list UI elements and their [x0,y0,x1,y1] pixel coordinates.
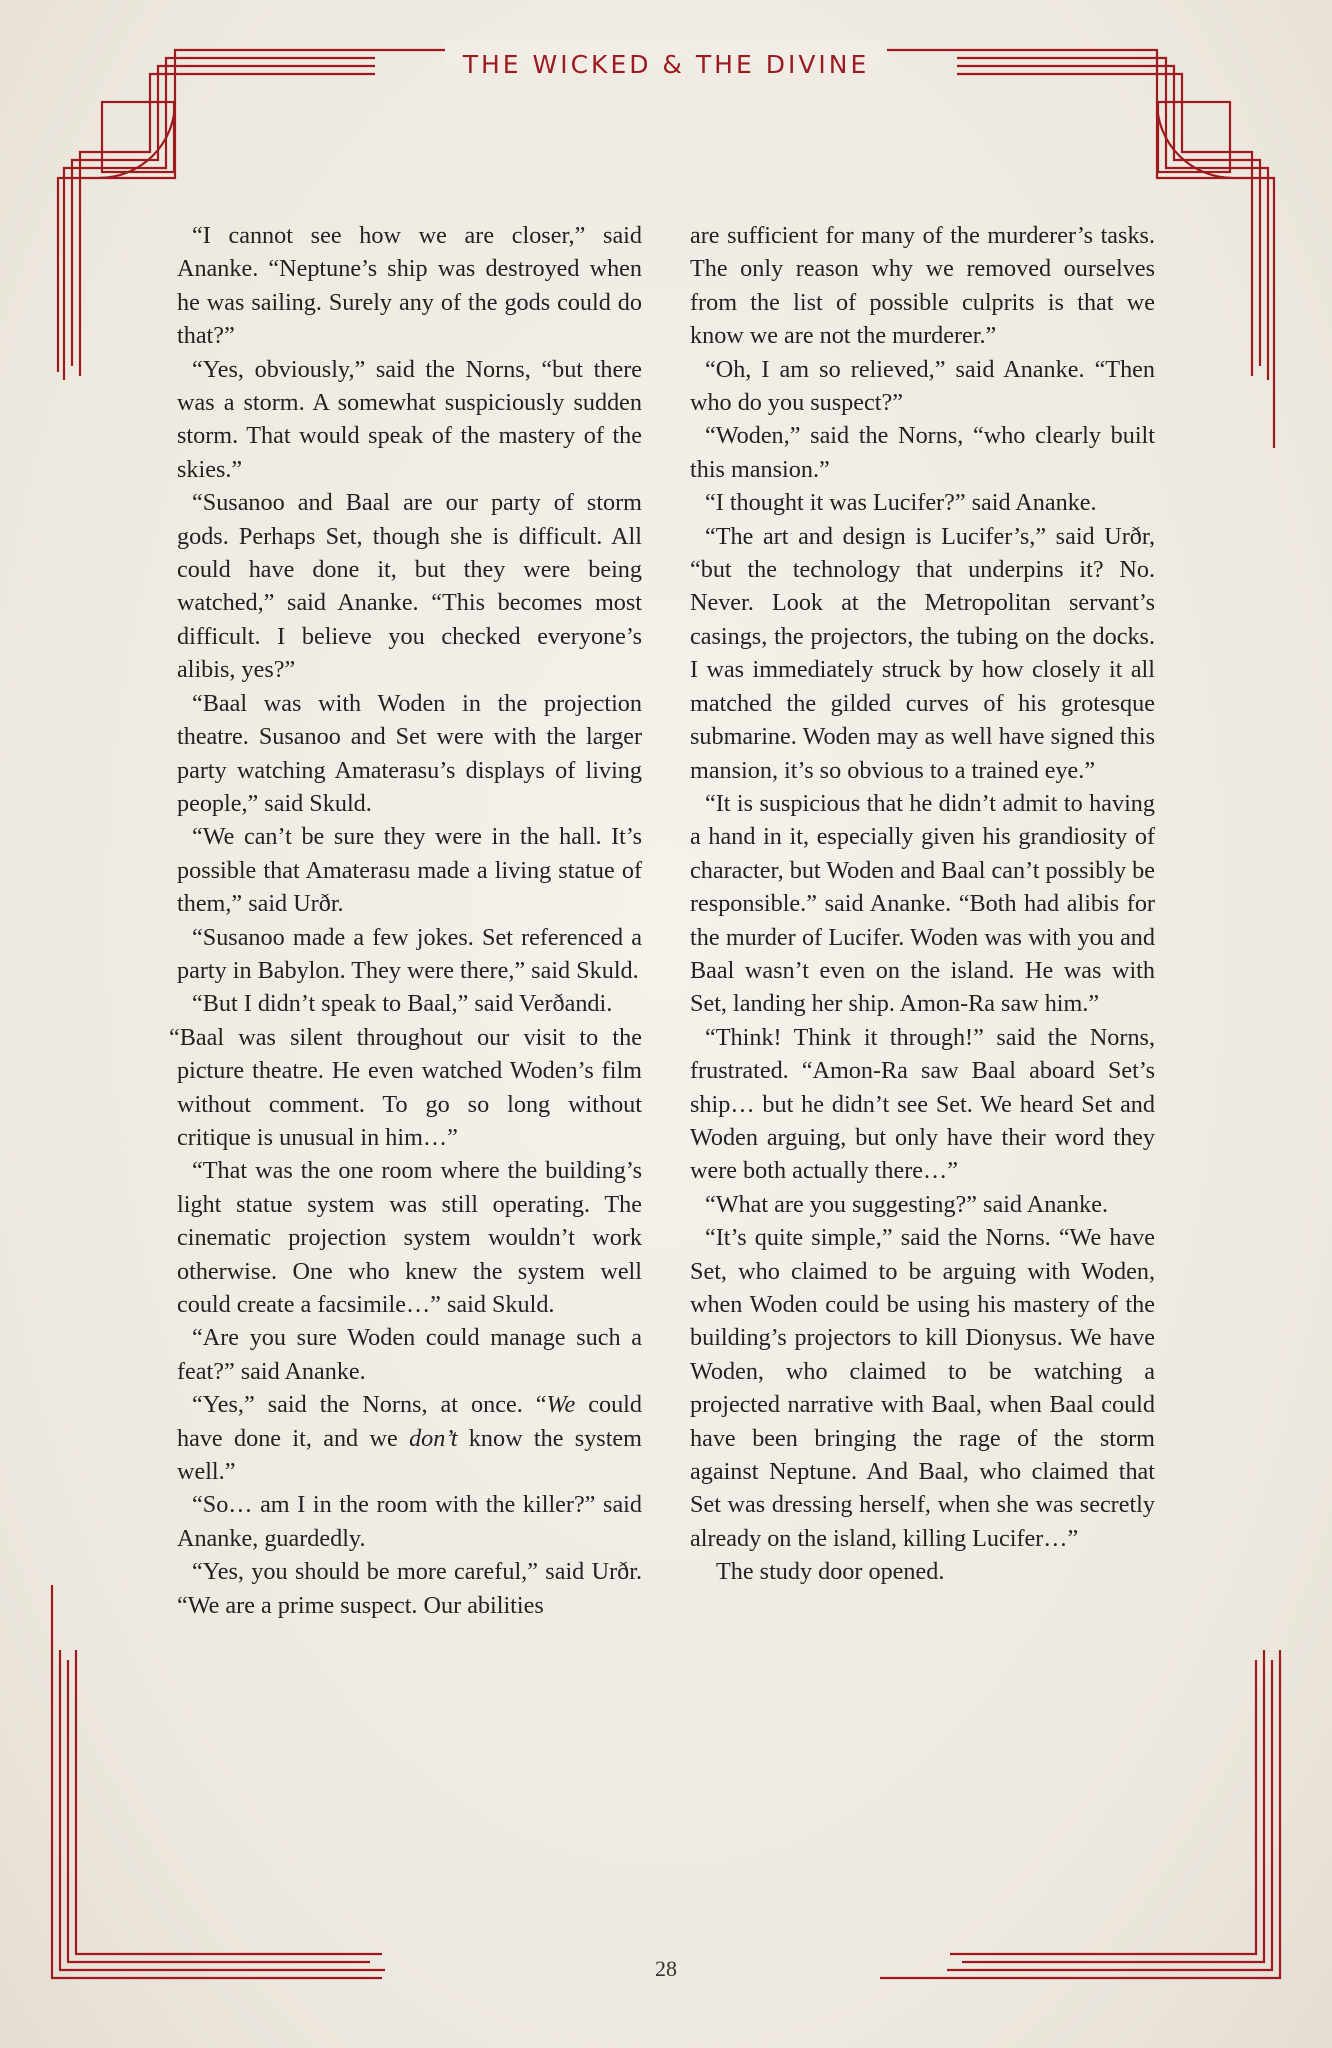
paragraph: “Oh, I am so relieved,” said Ananke. “Then who do you suspect?” [690,355,1155,417]
paragraph: are sufficient for many of the murderer’s tasks. The only reason why we removed ourselves from the list of possible culprits is that we know we are not the murderer.” [690,222,1155,350]
corner-ornament-bottom-left [52,1585,385,1978]
emphasis-we: We [546,1391,576,1419]
corner-ornament-bottom-right [880,1650,1280,1978]
paragraph-closing: The study door opened. [716,1558,945,1586]
paragraph: “Baal was with Woden in the projection theatre. Susanoo and Set were with the larger party watching Amaterasu’s displays of living people,” said Skuld. [177,689,642,817]
text-column-left [169,219,642,1622]
emphasis-dont: don’t [409,1424,458,1452]
paragraph: “That was the one room where the building’s light statue system was still operating. The cinematic projection system wouldn’t work otherwise. One who knew the system well could create a facsimile…” said Skuld. [177,1157,642,1318]
paragraph: “Are you sure Woden could manage such a feat?” said Ananke. [177,1324,642,1385]
paragraph: “I cannot see how we are closer,” said Ananke. “Neptune’s ship was destroyed when he was sailing. Surely any of the gods could do that?” [177,222,642,350]
paragraph: “Susanoo made a few jokes. Set referenced a party in Babylon. They were there,” said Skuld. [177,923,642,984]
paragraph: “I thought it was Lucifer?” said Ananke. [705,489,1097,517]
paragraph: “Woden,” said the Norns, “who clearly built this mansion.” [690,422,1155,483]
paragraph: “Susanoo and Baal are our party of storm gods. Perhaps Set, though she is difficult. All could have done it, but they were being watched,” said Ananke. “This becomes most difficult. I believe you checked everyone’s alibis, yes?” [177,489,642,684]
paragraph: “The art and design is Lucifer’s,” said Urðr, “but the technology that underpins it? No. Never. Look at the Metropolitan servant’s casings, the projectors, the tubing on the docks. I was immediately struck by how closely it all matched the gilded curves of his grotesque submarine. Woden may as well have signed this mansion, it’s so obvious to a trained eye.” [690,522,1155,784]
paragraph: “We can’t be sure they were in the hall. It’s possible that Amaterasu made a living statue of them,” said Urðr. [177,823,642,918]
paragraph: “But I didn’t speak to Baal,” said Verðandi. [192,990,613,1018]
paragraph: “Yes, obviously,” said the Norns, “but there was a storm. A somewhat suspiciously sudden storm. That would speak of the mastery of the skies.” [177,355,642,483]
text-column-right [690,219,1155,1589]
paragraph: “It’s quite simple,” said the Norns. “We have Set, who claimed to be arguing with Woden, when Woden could be using his mastery of the building’s projectors to kill Dionysus. We have Woden, who claimed to be watching a projected narrative with Baal, when Baal could have been bringing the rage of the storm against Neptune. And Baal, who claimed that Set was dressing herself, when she was secretly already on the island, killing Lucifer…” [690,1224,1155,1552]
paragraph: “So… am I in the room with the killer?” said Ananke, guardedly. [177,1491,642,1552]
paragraph: “Think! Think it through!” said the Norns, frustrated. “Amon-Ra saw Baal aboard Set’s ship… but he didn’t see Set. We heard Set and Woden arguing, but only have their word they were both actually there…” [690,1023,1155,1185]
paragraph: “Baal was silent throughout our visit to the picture theatre. He even watched Woden’s film without comment. To go so long without critique is unusual in him…” [169,1023,642,1151]
running-header-title: THE WICKED & THE DIVINE [462,50,870,79]
page-number: 28 [655,1956,677,1981]
paragraph: “Yes, you should be more careful,” said Urðr. “We are a prime suspect. Our abilities [177,1558,642,1619]
paragraph-norns-reply: “Yes,” said the Norns, at once. “We could have done it, and we don’t know the system well.” [177,1391,642,1486]
paragraph: “What are you suggesting?” said Ananke. [705,1190,1108,1218]
paragraph: “It is suspicious that he didn’t admit to having a hand in it, especially given his grandiosity of character, but Woden and Baal can’t possibly be responsible.” said Ananke. “Both had alibis for the murder of Lucifer. Woden was with you and Baal wasn’t even on the island. He was with Set, landing her ship. Amon-Ra saw him.” [690,789,1156,1018]
